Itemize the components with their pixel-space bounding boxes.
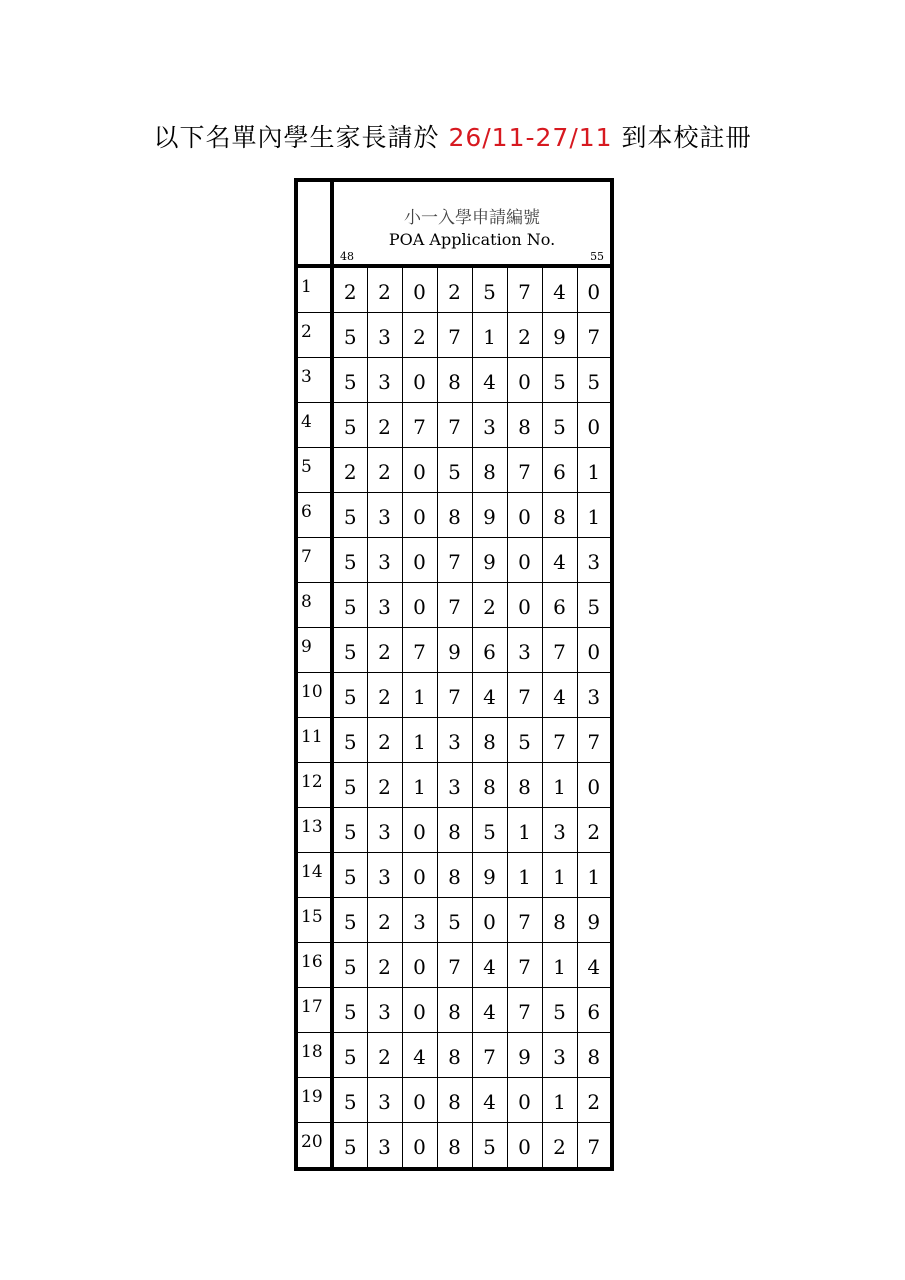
- application-digit: 7: [577, 718, 612, 763]
- application-digit: 7: [402, 628, 437, 673]
- application-digit: 0: [472, 898, 507, 943]
- application-digit: 9: [472, 853, 507, 898]
- application-digit: 1: [542, 763, 577, 808]
- row-number: 16: [296, 943, 332, 988]
- application-digit: 8: [577, 1033, 612, 1078]
- row-number: 6: [296, 493, 332, 538]
- application-digit: 1: [542, 943, 577, 988]
- application-digit: 5: [332, 1033, 367, 1078]
- application-digit: 5: [332, 853, 367, 898]
- application-digit: 5: [542, 358, 577, 403]
- application-digit: 0: [402, 808, 437, 853]
- application-digit: 1: [402, 673, 437, 718]
- row-number: 8: [296, 583, 332, 628]
- application-digit: 6: [542, 448, 577, 493]
- application-digit: 2: [507, 313, 542, 358]
- table-row: [296, 313, 612, 358]
- table-row: [296, 628, 612, 673]
- application-digit: 7: [507, 898, 542, 943]
- application-digit: 2: [437, 266, 472, 313]
- header-title-cell: [332, 180, 612, 266]
- application-digit: 5: [472, 1123, 507, 1170]
- column-range-end: 55: [590, 250, 605, 263]
- application-digit: 5: [332, 808, 367, 853]
- application-digit: 3: [542, 808, 577, 853]
- application-digit: 2: [577, 808, 612, 853]
- table-title-english: POA Application No.: [388, 230, 556, 249]
- application-digit: 4: [472, 988, 507, 1033]
- application-digit: 5: [332, 403, 367, 448]
- table-row: [296, 673, 612, 718]
- application-digit: 0: [507, 1078, 542, 1123]
- application-digit: 8: [472, 763, 507, 808]
- application-digit: 8: [472, 718, 507, 763]
- application-digit: 7: [542, 718, 577, 763]
- application-digit: 3: [367, 1078, 402, 1123]
- table-body: [296, 180, 612, 1169]
- registration-date-range: 26/11-27/11: [448, 123, 613, 152]
- application-digit: 8: [437, 493, 472, 538]
- application-digit: 9: [507, 1033, 542, 1078]
- row-number: 13: [296, 808, 332, 853]
- application-digit: 5: [332, 988, 367, 1033]
- application-digit: 3: [367, 313, 402, 358]
- application-digit: 9: [472, 493, 507, 538]
- application-digit: 5: [542, 988, 577, 1033]
- application-digit: 8: [437, 808, 472, 853]
- application-digit: 0: [402, 493, 437, 538]
- application-digit: 0: [402, 853, 437, 898]
- application-digit: 3: [577, 673, 612, 718]
- application-digit: 6: [472, 628, 507, 673]
- heading-suffix: 到本校註冊: [612, 123, 752, 152]
- application-digit: 1: [577, 448, 612, 493]
- table-row: [296, 266, 612, 313]
- application-digit: 3: [437, 763, 472, 808]
- application-digit: 4: [542, 266, 577, 313]
- application-digit: 0: [402, 1078, 437, 1123]
- application-digit: 7: [542, 628, 577, 673]
- row-number: 2: [296, 313, 332, 358]
- table-row: [296, 1033, 612, 1078]
- application-digit: 5: [472, 266, 507, 313]
- row-number: 1: [296, 266, 332, 313]
- row-number: 11: [296, 718, 332, 763]
- table-row: [296, 358, 612, 403]
- row-number: 7: [296, 538, 332, 583]
- application-digit: 3: [402, 898, 437, 943]
- application-digit: 8: [437, 853, 472, 898]
- application-digit: 5: [332, 718, 367, 763]
- table-row: [296, 1123, 612, 1170]
- application-digit: 7: [437, 313, 472, 358]
- application-digit: 4: [402, 1033, 437, 1078]
- row-number: 4: [296, 403, 332, 448]
- table-row: [296, 898, 612, 943]
- table-row: [296, 403, 612, 448]
- application-number-table-wrapper: [294, 178, 610, 1171]
- application-digit: 5: [332, 583, 367, 628]
- application-digit: 8: [542, 493, 577, 538]
- row-number: 12: [296, 763, 332, 808]
- application-digit: 3: [507, 628, 542, 673]
- table-header-row: [296, 180, 612, 266]
- application-digit: 4: [472, 673, 507, 718]
- table-row: [296, 763, 612, 808]
- application-digit: 7: [507, 943, 542, 988]
- row-number: 3: [296, 358, 332, 403]
- application-digit: 3: [367, 583, 402, 628]
- application-digit: 0: [402, 266, 437, 313]
- application-digit: 4: [472, 358, 507, 403]
- application-digit: 1: [577, 853, 612, 898]
- application-digit: 2: [367, 1033, 402, 1078]
- application-digit: 3: [367, 1123, 402, 1170]
- row-number: 9: [296, 628, 332, 673]
- row-number: 20: [296, 1123, 332, 1170]
- application-digit: 3: [577, 538, 612, 583]
- application-digit: 4: [472, 943, 507, 988]
- application-digit: 5: [437, 448, 472, 493]
- row-number: 14: [296, 853, 332, 898]
- application-digit: 0: [577, 763, 612, 808]
- application-digit: 7: [472, 1033, 507, 1078]
- application-digit: 7: [437, 538, 472, 583]
- table-row: [296, 808, 612, 853]
- application-digit: 5: [542, 403, 577, 448]
- application-digit: 8: [507, 403, 542, 448]
- application-digit: 8: [507, 763, 542, 808]
- application-digit: 0: [507, 1123, 542, 1170]
- application-digit: 0: [402, 358, 437, 403]
- application-digit: 7: [437, 583, 472, 628]
- application-digit: 3: [542, 1033, 577, 1078]
- table-row: [296, 718, 612, 763]
- application-digit: 2: [367, 448, 402, 493]
- application-digit: 5: [332, 898, 367, 943]
- application-digit: 5: [332, 628, 367, 673]
- application-number-table: [294, 178, 614, 1171]
- application-digit: 3: [367, 493, 402, 538]
- application-digit: 0: [577, 403, 612, 448]
- application-digit: 5: [472, 808, 507, 853]
- application-digit: 2: [577, 1078, 612, 1123]
- application-digit: 0: [507, 358, 542, 403]
- application-digit: 7: [437, 403, 472, 448]
- application-digit: 2: [367, 718, 402, 763]
- application-digit: 3: [367, 808, 402, 853]
- application-digit: 3: [437, 718, 472, 763]
- page-heading: [0, 118, 905, 154]
- application-digit: 9: [472, 538, 507, 583]
- application-digit: 3: [367, 538, 402, 583]
- application-digit: 0: [577, 266, 612, 313]
- application-digit: 3: [472, 403, 507, 448]
- application-digit: 4: [542, 538, 577, 583]
- application-digit: 8: [472, 448, 507, 493]
- application-digit: 2: [367, 403, 402, 448]
- header-corner-cell: [296, 180, 332, 266]
- application-digit: 2: [367, 628, 402, 673]
- application-digit: 5: [332, 493, 367, 538]
- application-digit: 8: [437, 1123, 472, 1170]
- application-digit: 0: [402, 1123, 437, 1170]
- row-number: 18: [296, 1033, 332, 1078]
- table-row: [296, 1078, 612, 1123]
- application-digit: 5: [577, 358, 612, 403]
- application-digit: 7: [402, 403, 437, 448]
- application-digit: 1: [507, 808, 542, 853]
- table-row: [296, 493, 612, 538]
- application-digit: 6: [577, 988, 612, 1033]
- application-digit: 0: [507, 583, 542, 628]
- application-digit: 0: [507, 538, 542, 583]
- application-digit: 7: [507, 448, 542, 493]
- application-digit: 3: [367, 358, 402, 403]
- application-digit: 9: [542, 313, 577, 358]
- application-digit: 2: [367, 898, 402, 943]
- application-digit: 0: [402, 583, 437, 628]
- application-digit: 5: [332, 943, 367, 988]
- application-digit: 7: [437, 943, 472, 988]
- application-digit: 0: [577, 628, 612, 673]
- application-digit: 6: [542, 583, 577, 628]
- application-digit: 5: [332, 1078, 367, 1123]
- application-digit: 2: [367, 763, 402, 808]
- application-digit: 1: [542, 1078, 577, 1123]
- application-digit: 1: [542, 853, 577, 898]
- application-digit: 2: [402, 313, 437, 358]
- application-digit: 8: [437, 358, 472, 403]
- application-digit: 5: [332, 538, 367, 583]
- application-digit: 7: [507, 988, 542, 1033]
- application-digit: 9: [437, 628, 472, 673]
- application-digit: 4: [577, 943, 612, 988]
- application-digit: 1: [402, 718, 437, 763]
- application-digit: 0: [507, 493, 542, 538]
- row-number: 15: [296, 898, 332, 943]
- row-number: 5: [296, 448, 332, 493]
- column-range-start: 48: [340, 250, 354, 263]
- application-digit: 7: [437, 673, 472, 718]
- table-title-chinese: 小一入學申請編號: [404, 208, 541, 228]
- application-digit: 3: [367, 853, 402, 898]
- application-digit: 2: [542, 1123, 577, 1170]
- application-digit: 4: [542, 673, 577, 718]
- application-digit: 7: [577, 313, 612, 358]
- application-digit: 5: [332, 313, 367, 358]
- application-digit: 2: [367, 266, 402, 313]
- application-digit: 0: [402, 448, 437, 493]
- application-digit: 0: [402, 538, 437, 583]
- application-digit: 8: [437, 1033, 472, 1078]
- application-digit: 4: [472, 1078, 507, 1123]
- application-digit: 5: [332, 358, 367, 403]
- application-digit: 1: [507, 853, 542, 898]
- table-row: [296, 943, 612, 988]
- heading-prefix: 以下名單內學生家長請於: [153, 123, 449, 152]
- application-digit: 2: [367, 943, 402, 988]
- table-row: [296, 538, 612, 583]
- application-digit: 0: [402, 988, 437, 1033]
- table-row: [296, 448, 612, 493]
- table-row: [296, 853, 612, 898]
- application-digit: 5: [437, 898, 472, 943]
- application-digit: 7: [577, 1123, 612, 1170]
- application-digit: 8: [437, 1078, 472, 1123]
- application-digit: 5: [332, 1123, 367, 1170]
- application-digit: 2: [332, 448, 367, 493]
- row-number: 17: [296, 988, 332, 1033]
- application-digit: 2: [472, 583, 507, 628]
- application-digit: 1: [577, 493, 612, 538]
- application-digit: 5: [577, 583, 612, 628]
- application-digit: 9: [577, 898, 612, 943]
- application-digit: 7: [507, 266, 542, 313]
- application-digit: 1: [472, 313, 507, 358]
- row-number: 10: [296, 673, 332, 718]
- application-digit: 8: [437, 988, 472, 1033]
- application-digit: 3: [367, 988, 402, 1033]
- table-row: [296, 583, 612, 628]
- application-digit: 2: [332, 266, 367, 313]
- application-digit: 5: [332, 673, 367, 718]
- application-digit: 8: [542, 898, 577, 943]
- table-row: [296, 988, 612, 1033]
- application-digit: 2: [367, 673, 402, 718]
- application-digit: 0: [402, 943, 437, 988]
- application-digit: 5: [332, 763, 367, 808]
- application-digit: 7: [507, 673, 542, 718]
- application-digit: 5: [507, 718, 542, 763]
- row-number: 19: [296, 1078, 332, 1123]
- application-digit: 1: [402, 763, 437, 808]
